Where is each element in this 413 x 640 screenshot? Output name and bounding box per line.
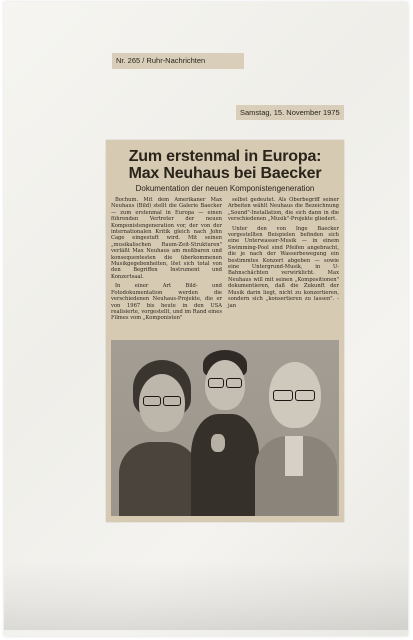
column-1-paragraph-1: Bochum. Mit dem Amerikaner Max Neuhaus (Bild) stellt die Galerie Baecker — zum erstenmal in Europa — einen führenden Vertreter der neuen Komponistengeneration vor, der von der internationalen Kritik gleich nach John Cage eingestuft wird. Mit seinen „musikalischen Raum-Zeit-Strukturen" verläßt Max Neuhaus am meßbaren und konsequentesten die überkommenen Musikgegebenheiten, löst sich total von den Begriffen Instrument und Konzertsaal.	[111, 197, 222, 280]
photo-person-left	[119, 360, 199, 516]
article-photo	[111, 340, 339, 516]
article-column-2	[228, 197, 339, 349]
newspaper-article	[106, 140, 344, 522]
headline-line-1: Zum erstenmal in Europa:	[128, 148, 322, 165]
paper-fold-shadow	[4, 560, 408, 630]
article-subhead: Dokumentation der neuen Komponistengeneration	[135, 184, 315, 193]
date-clipping	[236, 105, 344, 120]
article-column-1	[111, 197, 222, 349]
column-1-paragraph-2: In einer Art Bild- und Fotodokumentation werden die verschiedenen Neuhaus-Projekte, die er von 1967 bis heute in den USA realisierte, vorgestellt, und im Rand eines Filmes vom „Komponisten"	[111, 283, 222, 322]
column-2-paragraph-1: selbst gedeutet. Als Oberbegriff seiner Arbeiten wählt Neuhaus die Bezeichnung „Sound"-Installation, die sich dann in die verschiedenen „Musik"-Projekte gliedert.	[228, 197, 339, 223]
source-clipping	[112, 53, 244, 69]
article-body	[111, 197, 339, 349]
source-label: Nr. 265 / Ruhr-Nachrichten	[116, 56, 206, 65]
date-label: Samstag, 15. November 1975	[240, 108, 340, 117]
headline-line-2: Max Neuhaus bei Baecker	[128, 165, 322, 182]
photo-person-right	[251, 356, 337, 516]
article-headline	[111, 148, 339, 182]
column-2-paragraph-2: Unter den von Inge Baecker vorgestellten Beispielen befinden sich eine Unterwasser-Musik — in einem Swimming-Pool sind Pfeifen angebracht, die je nach der Wasserbewegung ein bestimmtes Konzert abgeben — sowie eine Untergrund-Musik, in U-Bahnschächten verwirklicht. Max Neuhaus will mit seinen „Kompositionen" dokumentieren, daß die Zukunft der Musik darin liegt, nicht zu konzertieren, sondern sich „konsertieren zu lassen". -jan	[228, 225, 339, 309]
